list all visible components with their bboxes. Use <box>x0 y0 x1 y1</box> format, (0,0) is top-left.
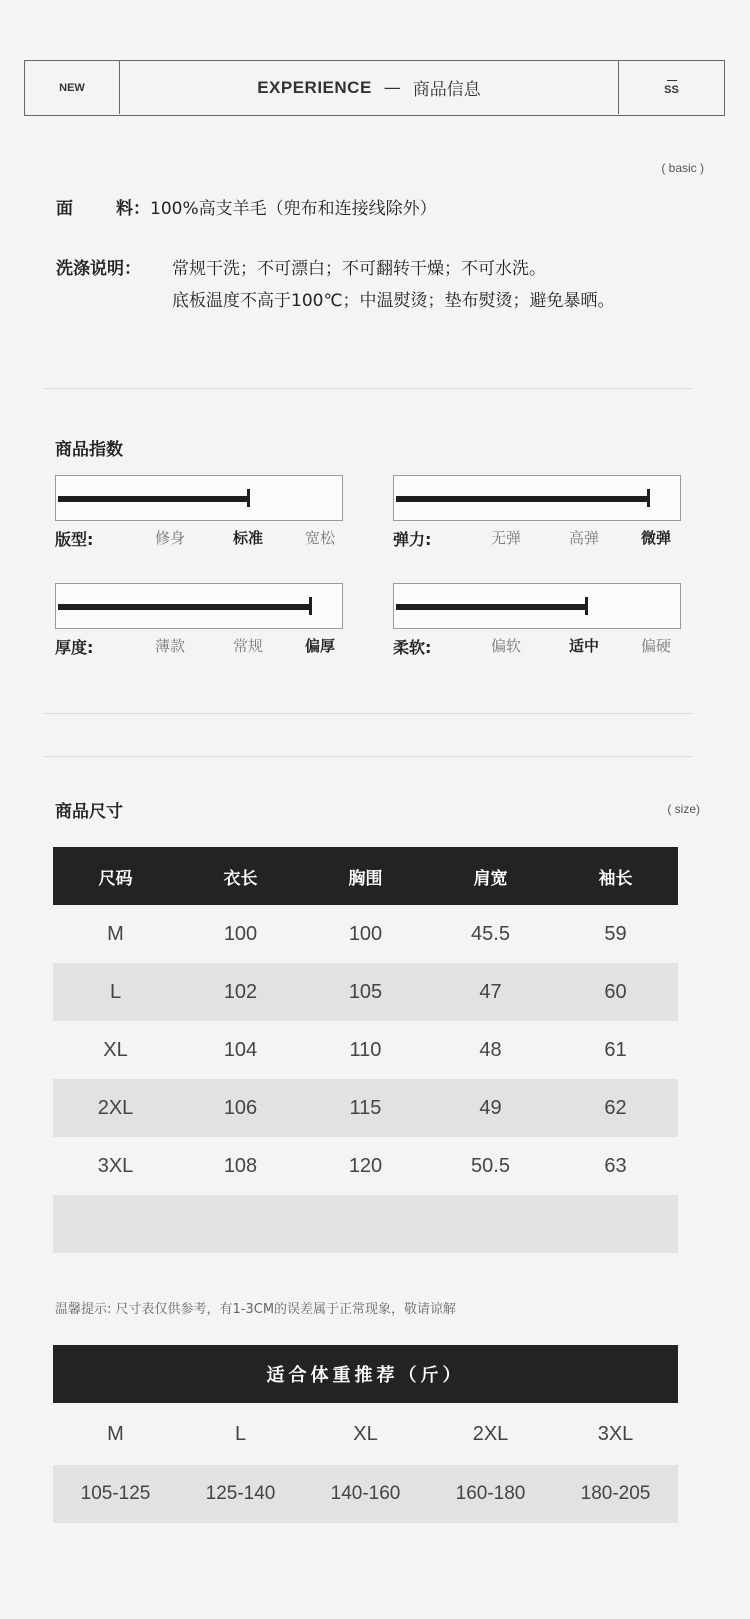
index-bar-fill <box>396 604 588 610</box>
header-bar <box>24 60 725 116</box>
table-cell: 104 <box>223 1038 258 1061</box>
table-cell: M <box>107 922 124 945</box>
index-name: 弹力: <box>393 530 432 549</box>
weight-size: 3XL <box>597 1422 634 1445</box>
size-table <box>53 847 678 1253</box>
table-row <box>53 1079 678 1137</box>
header-season <box>618 61 724 114</box>
table-cell: 49 <box>479 1096 502 1119</box>
weight-range: 180-205 <box>580 1483 651 1504</box>
weight-size: XL <box>353 1422 378 1445</box>
table-cell: 102 <box>223 980 258 1003</box>
table-cell: 100 <box>223 922 258 945</box>
wash-line-2: 底板温度不高于100℃；中温熨烫；垫布熨烫；避免暴晒。 <box>172 291 615 311</box>
table-cell: 45.5 <box>471 922 510 945</box>
column-header: 胸围 <box>348 868 383 889</box>
index-bar-box <box>55 583 343 629</box>
table-cell: 60 <box>604 980 627 1003</box>
index-bar-fill <box>396 496 650 502</box>
index-option: 适中 <box>569 637 600 655</box>
season-bar-mark <box>667 80 677 81</box>
weight-title: 适合体重推荐（斤） <box>53 1345 678 1403</box>
table-cell: 3XL <box>97 1154 134 1177</box>
index-option: 常规 <box>233 637 264 655</box>
table-cell: 48 <box>479 1038 502 1061</box>
fabric-label-a: 面 <box>56 199 73 219</box>
table-cell: 105 <box>348 980 383 1003</box>
index-bar-box <box>393 583 681 629</box>
weight-size: L <box>234 1422 247 1445</box>
table-row <box>53 905 678 963</box>
table-cell: L <box>109 980 122 1003</box>
index-name: 柔软: <box>393 638 432 657</box>
table-cell: 62 <box>604 1096 627 1119</box>
index-bar-fill <box>58 496 250 502</box>
index-title: 商品指数 <box>55 440 123 460</box>
fabric-label-b: 料： <box>116 199 150 219</box>
index-softness <box>393 583 681 663</box>
table-cell: 108 <box>223 1154 258 1177</box>
weight-range: 160-180 <box>455 1483 526 1504</box>
index-bar-box <box>393 475 681 521</box>
table-cell <box>428 1195 553 1253</box>
header-title-dash: — <box>383 77 401 98</box>
index-fit <box>55 475 343 555</box>
column-header: 衣长 <box>223 868 258 889</box>
index-option: 标准 <box>233 529 264 547</box>
weight-size: 2XL <box>472 1422 509 1445</box>
wash-label: 洗涤说明： <box>56 259 141 279</box>
weight-range-row <box>53 1465 678 1523</box>
header-title <box>120 61 618 114</box>
table-row <box>53 963 678 1021</box>
index-bar-marker <box>247 489 250 507</box>
index-option: 高弹 <box>569 529 600 547</box>
table-cell: 115 <box>349 1096 382 1119</box>
index-name: 厚度: <box>55 638 94 657</box>
fabric-row <box>56 194 437 219</box>
table-cell <box>303 1195 428 1253</box>
index-thickness <box>55 583 343 663</box>
table-cell: 47 <box>479 980 502 1003</box>
divider <box>44 756 692 757</box>
table-cell: 63 <box>604 1154 627 1177</box>
table-row-empty <box>53 1195 678 1253</box>
index-option: 偏软 <box>491 637 522 655</box>
table-cell: 106 <box>223 1096 258 1119</box>
table-cell: 110 <box>349 1038 382 1061</box>
weight-range: 140-160 <box>330 1483 401 1504</box>
header-new-label: NEW <box>25 61 120 114</box>
wash-line-1: 常规干洗；不可漂白；不可翻转干燥；不可水洗。 <box>172 259 546 279</box>
table-cell: 120 <box>348 1154 383 1177</box>
table-cell: 100 <box>348 922 383 945</box>
index-bar-marker <box>647 489 650 507</box>
column-header: 肩宽 <box>473 868 508 889</box>
header-title-cn: 商品信息 <box>412 80 481 100</box>
index-option: 微弹 <box>641 529 672 547</box>
header-title-en: EXPERIENCE <box>257 77 372 97</box>
table-cell: 2XL <box>97 1096 134 1119</box>
index-name: 版型: <box>55 530 94 549</box>
table-row <box>53 1137 678 1195</box>
index-bar-box <box>55 475 343 521</box>
table-cell <box>178 1195 303 1253</box>
index-option: 偏硬 <box>641 637 672 655</box>
weight-size-row <box>53 1405 678 1463</box>
index-option: 修身 <box>155 529 186 547</box>
weight-range: 105-125 <box>80 1483 151 1504</box>
index-bar-marker <box>585 597 588 615</box>
table-cell: 61 <box>604 1038 627 1061</box>
table-row <box>53 1021 678 1079</box>
index-elasticity <box>393 475 681 555</box>
fabric-value: 100%高支羊毛（兜布和连接线除外） <box>150 199 437 219</box>
wash-row <box>56 254 546 279</box>
index-option: 无弹 <box>491 529 522 547</box>
index-bar-fill <box>58 604 312 610</box>
basic-tag: ( basic ) <box>661 161 704 175</box>
table-cell <box>53 1195 178 1253</box>
table-cell <box>553 1195 678 1253</box>
divider <box>44 713 692 714</box>
weight-size: M <box>107 1422 124 1445</box>
table-cell: 50.5 <box>471 1154 510 1177</box>
size-title: 商品尺寸 <box>55 802 123 822</box>
header-season-label: SS <box>664 83 679 96</box>
column-header: 袖长 <box>598 868 633 889</box>
divider <box>44 388 692 389</box>
size-table-header <box>53 847 678 905</box>
index-option: 薄款 <box>155 637 186 655</box>
index-option: 偏厚 <box>305 637 336 655</box>
size-tip: 温馨提示: 尺寸表仅供参考，有1-3CM的误差属于正常现象，敬请谅解 <box>55 1302 457 1317</box>
weight-range: 125-140 <box>205 1483 276 1504</box>
table-cell: 59 <box>604 922 627 945</box>
size-sub: ( size) <box>667 802 700 816</box>
index-bar-marker <box>309 597 312 615</box>
column-header: 尺码 <box>98 868 133 889</box>
table-cell: XL <box>103 1038 128 1061</box>
index-option: 宽松 <box>305 529 336 547</box>
